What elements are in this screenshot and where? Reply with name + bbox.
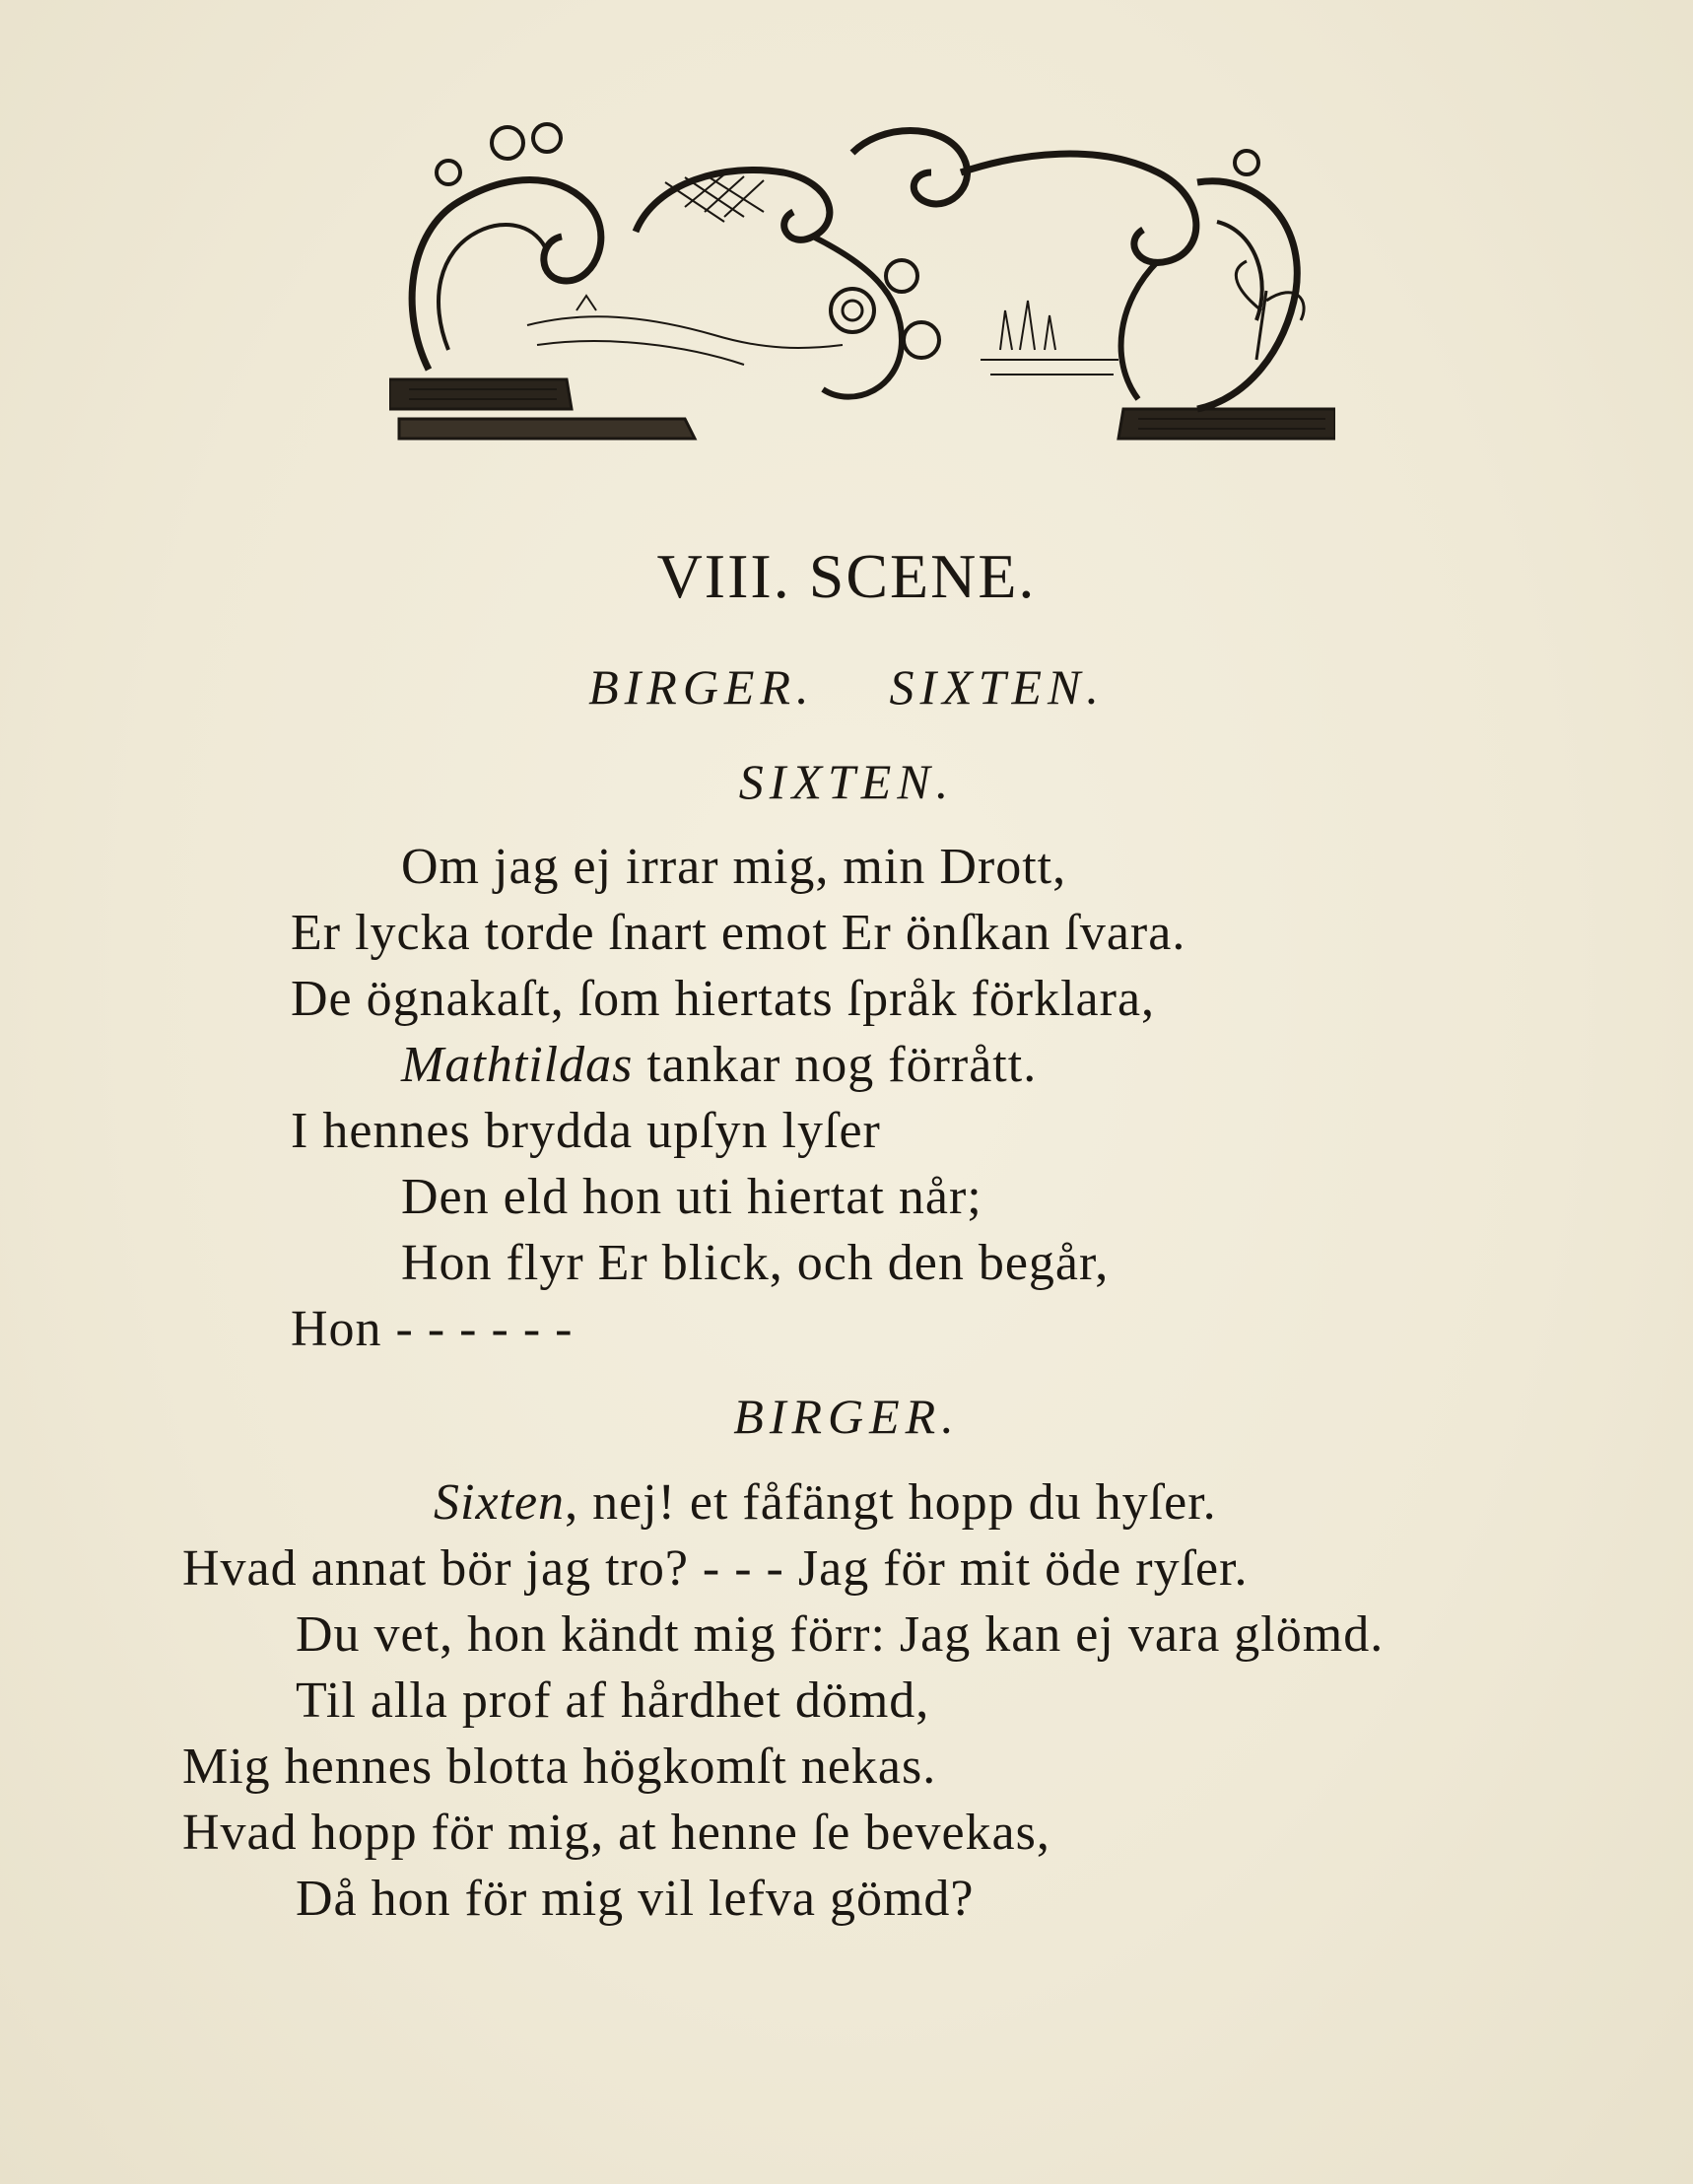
rococo-vignette-ornament (389, 113, 1335, 478)
verse-line: Om jag ej irrar mig, min Drott, (401, 839, 1067, 895)
verse-line: Hon flyr Er blick, och den begår, (401, 1235, 1110, 1291)
scene-title: VIII. SCENE. (656, 541, 1037, 611)
name-italic: Sixten (434, 1474, 566, 1531)
verse-line: Den eld hon uti hiertat når; (401, 1169, 982, 1225)
character-name: SIXTEN. (889, 659, 1105, 715)
character-name: BIRGER. (588, 659, 815, 715)
verse-line: Til alla prof af hårdhet dömd, (296, 1672, 930, 1729)
verse-text: tankar nog förrått. (633, 1037, 1038, 1093)
verse-line: Då hon för mig vil lefva gömd? (296, 1871, 975, 1927)
verse-line: Du vet, hon kändt mig förr: Jag kan ej vara glömd. (296, 1606, 1385, 1663)
speaker-name: SIXTEN. (738, 754, 955, 809)
verse-line: Hon - - - - - - (291, 1301, 574, 1357)
verse-line: De ögnakaſt, ſom hiertats ſpråk förklara, (291, 971, 1156, 1027)
verse-line: Hvad hopp för mig, at henne ſe bevekas, (182, 1805, 1050, 1861)
character-list (0, 658, 1693, 716)
verse-text: , nej! et fåfängt hopp du hyſer. (565, 1474, 1217, 1531)
verse-line: Hvad annat bör jag tro? - - - Jag för mit öde ryſer. (182, 1540, 1249, 1597)
verse-line (434, 1473, 1217, 1532)
verse-line: I hennes brydda upſyn lyſer (291, 1103, 881, 1159)
verse-line (401, 1036, 1037, 1094)
verse-line: Er lycka torde ſnart emot Er önſkan ſvara. (291, 905, 1186, 961)
name-italic: Mathtildas (401, 1037, 634, 1093)
speaker-name: BIRGER. (733, 1389, 960, 1444)
verse-line: Mig hennes blotta högkomſt nekas. (182, 1739, 937, 1795)
